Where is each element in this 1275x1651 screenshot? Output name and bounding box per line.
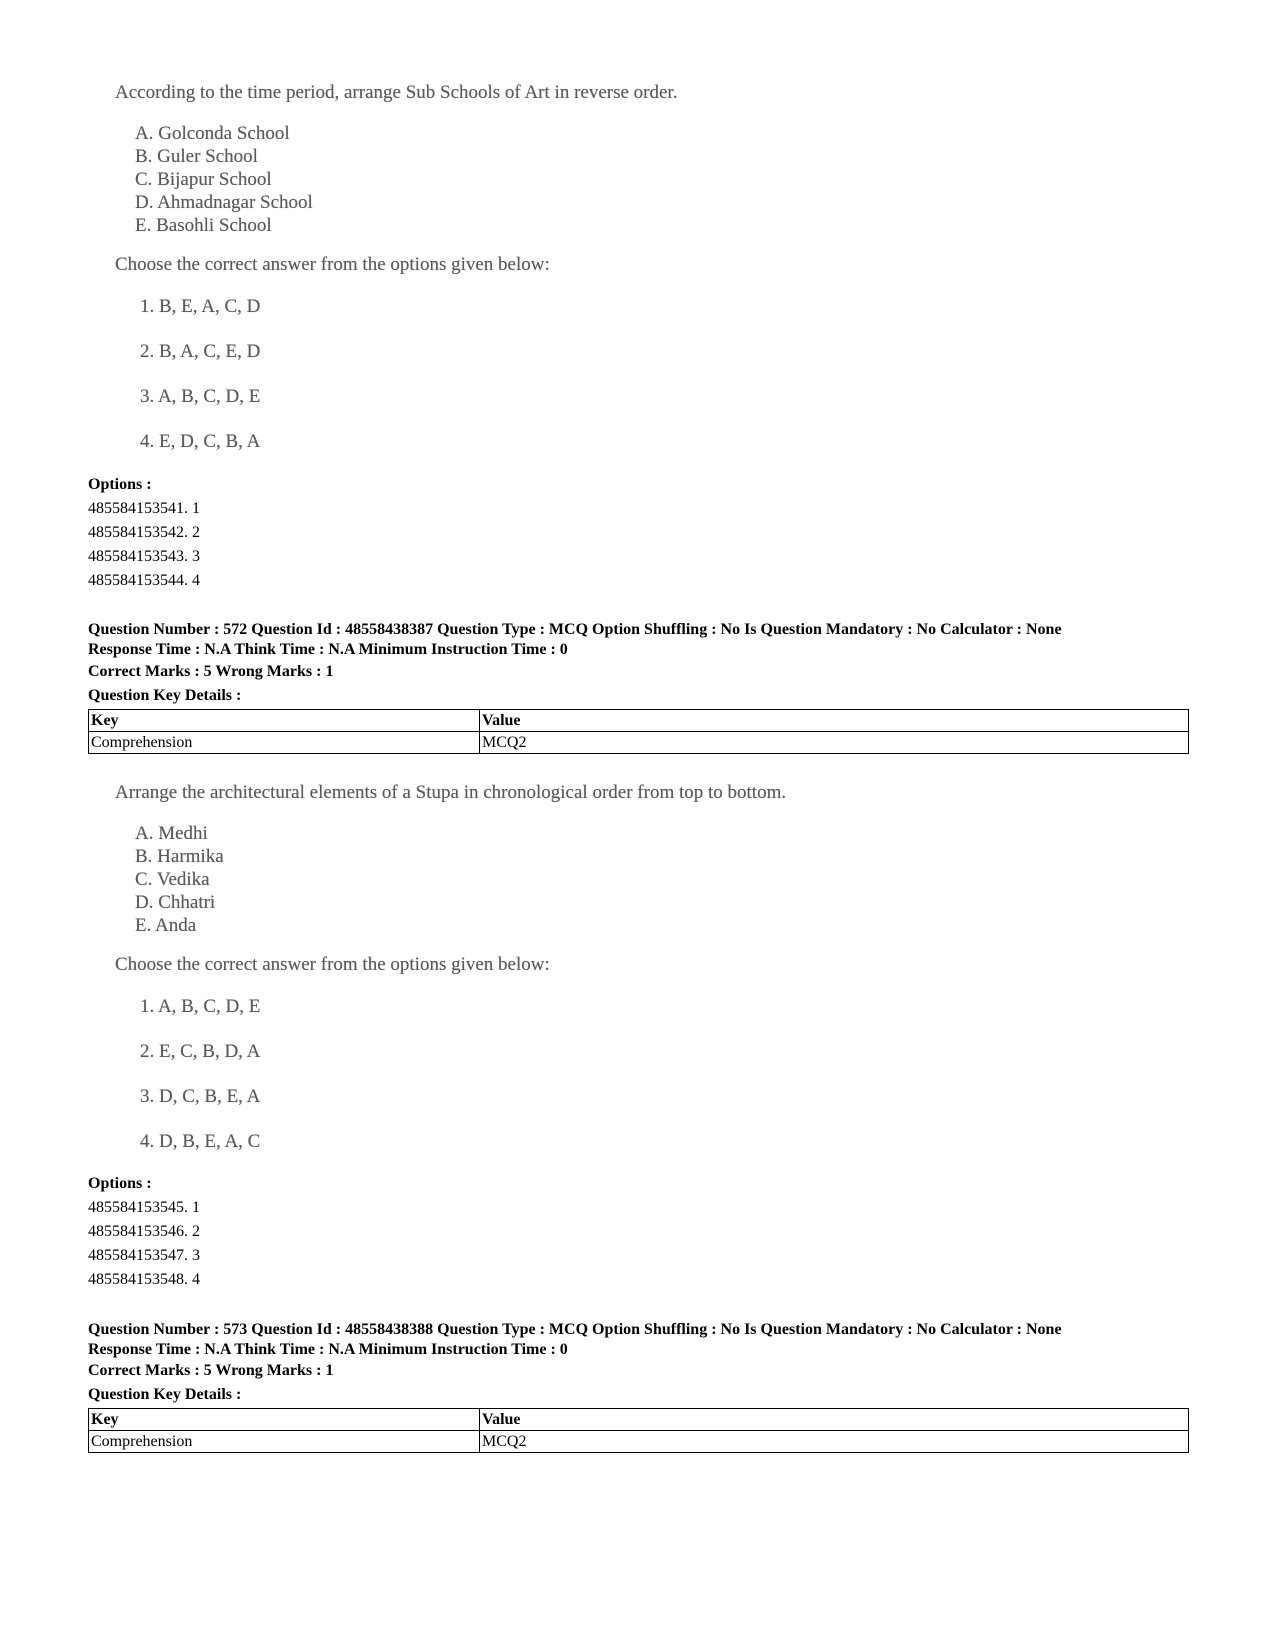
answer-choice: 3. D, C, B, E, A [140,1086,261,1107]
answer-choice: 2. E, C, B, D, A [140,1041,261,1062]
table-header-cell: Value [480,710,1189,732]
list-item: B. Harmika [135,846,224,867]
options-list [88,1196,200,1292]
question-stem: According to the time period, arrange Sub Schools of Art in reverse order. [115,82,678,103]
choose-instruction: Choose the correct answer from the options given below: [115,954,550,975]
question-meta-line: Question Number : 572 Question Id : 48558438387 Question Type : MCQ Option Shuffling : No Is Question Mandatory : No Calculator : None [88,621,1062,638]
question-items-list [135,122,313,237]
option-item: 485584153541. 1 [88,500,200,517]
option-item: 485584153547. 3 [88,1247,200,1264]
question-meta-line: Response Time : N.A Think Time : N.A Minimum Instruction Time : 0 [88,1341,568,1358]
table-header-row [89,1409,1189,1431]
table-row [89,1431,1189,1453]
option-item: 485584153545. 1 [88,1199,200,1216]
answer-choice: 3. A, B, C, D, E [140,386,261,407]
question-stem: Arrange the architectural elements of a Stupa in chronological order from top to bottom. [115,782,787,803]
key-details-label: Question Key Details : [88,687,242,704]
key-details-table [88,709,1189,754]
list-item: E. Anda [135,915,197,936]
table-header-cell: Key [89,710,480,732]
list-item: D. Ahmadnagar School [135,192,313,213]
list-item: E. Basohli School [135,215,272,236]
options-label: Options : [88,476,152,493]
option-item: 485584153542. 2 [88,524,200,541]
table-header-cell: Key [89,1409,480,1431]
list-item: A. Medhi [135,823,208,844]
options-label: Options : [88,1175,152,1192]
marks-line: Correct Marks : 5 Wrong Marks : 1 [88,1362,334,1379]
answer-choice: 4. E, D, C, B, A [140,431,261,452]
answer-choice: 4. D, B, E, A, C [140,1131,261,1152]
key-details-table [88,1408,1189,1453]
question-meta-572 [88,620,1198,660]
option-item: 485584153548. 4 [88,1271,200,1288]
table-cell: Comprehension [89,732,480,754]
answer-choice: 2. B, A, C, E, D [140,341,261,362]
table-cell: MCQ2 [480,732,1189,754]
list-item: B. Guler School [135,146,258,167]
answer-choice: 1. A, B, C, D, E [140,996,261,1017]
list-item: C. Vedika [135,869,210,890]
question-items-list [135,822,224,937]
choose-instruction: Choose the correct answer from the options given below: [115,254,550,275]
list-item: A. Golconda School [135,123,290,144]
answer-choice: 1. B, E, A, C, D [140,296,261,317]
option-item: 485584153546. 2 [88,1223,200,1240]
question-meta-573 [88,1320,1198,1360]
option-item: 485584153544. 4 [88,572,200,589]
answer-choices [140,296,260,476]
question-meta-line: Question Number : 573 Question Id : 48558438388 Question Type : MCQ Option Shuffling : No Is Question Mandatory : No Calculator : None [88,1321,1062,1338]
table-row [89,732,1189,754]
marks-line: Correct Marks : 5 Wrong Marks : 1 [88,663,334,680]
list-item: D. Chhatri [135,892,216,913]
option-item: 485584153543. 3 [88,548,200,565]
table-header-cell: Value [480,1409,1189,1431]
table-header-row [89,710,1189,732]
list-item: C. Bijapur School [135,169,272,190]
answer-choices [140,996,260,1176]
question-meta-line: Response Time : N.A Think Time : N.A Minimum Instruction Time : 0 [88,641,568,658]
table-cell: Comprehension [89,1431,480,1453]
options-list [88,497,200,593]
table-cell: MCQ2 [480,1431,1189,1453]
key-details-label: Question Key Details : [88,1386,242,1403]
